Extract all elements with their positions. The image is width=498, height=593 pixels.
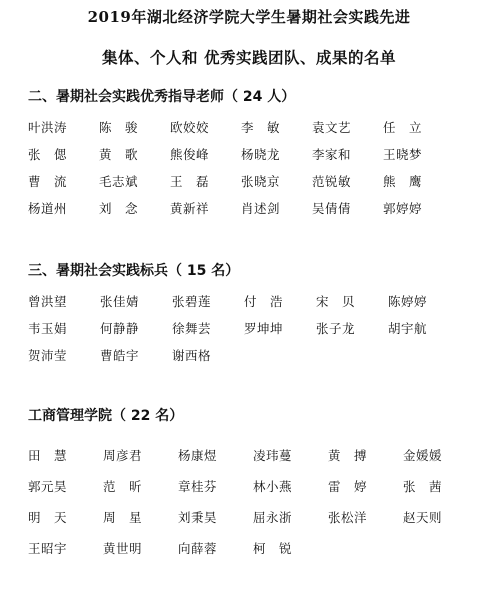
person-name: 韦玉娟 <box>28 321 68 336</box>
person-name: 李 敏 <box>241 120 281 135</box>
person-name: 刘 念 <box>99 201 139 216</box>
person-name: 毛志斌 <box>99 174 139 189</box>
person-name: 屈永浙 <box>253 510 293 525</box>
person-name: 熊俊峰 <box>170 147 210 162</box>
person-name: 黄新祥 <box>170 201 210 216</box>
person-name: 范锐敏 <box>312 174 352 189</box>
person-name: 曾洪望 <box>28 294 68 309</box>
person-name: 任 立 <box>383 120 423 135</box>
document-title: 2019年湖北经济学院大学生暑期社会实践先进 <box>87 8 411 26</box>
person-name: 杨晓龙 <box>241 147 281 162</box>
name-row <box>28 172 454 199</box>
person-name: 赵天则 <box>403 510 443 525</box>
person-name: 杨康煜 <box>178 448 218 463</box>
name-row <box>28 319 460 346</box>
name-row <box>28 508 478 539</box>
person-name: 吴倩倩 <box>312 201 352 216</box>
person-name: 黄 歌 <box>99 147 139 162</box>
business-school-name-grid <box>28 446 478 570</box>
person-name: 胡宇航 <box>388 321 428 336</box>
person-name: 李家和 <box>312 147 352 162</box>
person-name: 贺沛莹 <box>28 348 68 363</box>
person-name: 罗坤坤 <box>244 321 284 336</box>
name-row <box>28 118 454 145</box>
person-name: 熊 鹰 <box>383 174 423 189</box>
person-name: 付 浩 <box>244 294 284 309</box>
person-name: 王晓梦 <box>383 147 423 162</box>
person-name: 雷 婷 <box>328 479 368 494</box>
section-heading-models: 三、暑期社会实践标兵（ 15 名） <box>28 263 240 279</box>
person-name: 欧姣姣 <box>170 120 210 135</box>
person-name: 周彦君 <box>103 448 143 463</box>
person-name: 凌玮蔓 <box>253 448 293 463</box>
section-heading-business-school: 工商管理学院（ 22 名） <box>28 408 184 424</box>
person-name: 陈 骏 <box>99 120 139 135</box>
person-name: 张子龙 <box>316 321 356 336</box>
person-name: 肖述剑 <box>241 201 281 216</box>
name-row <box>28 539 478 570</box>
person-name: 黄 搏 <box>328 448 368 463</box>
person-name: 章桂芬 <box>178 479 218 494</box>
person-name: 范 昕 <box>103 479 143 494</box>
person-name: 谢西格 <box>172 348 212 363</box>
person-name: 郭元昊 <box>28 479 68 494</box>
person-name: 张 茜 <box>403 479 443 494</box>
person-name: 王 磊 <box>170 174 210 189</box>
person-name: 陈婷婷 <box>388 294 428 309</box>
section-heading-instructors: 二、暑期社会实践优秀指导老师（ 24 人） <box>28 89 296 105</box>
person-name: 曹 流 <box>28 174 68 189</box>
person-name: 柯 锐 <box>253 541 293 556</box>
models-name-grid <box>28 292 460 373</box>
person-name: 袁文艺 <box>312 120 352 135</box>
person-name: 金媛媛 <box>403 448 443 463</box>
person-name: 田 慧 <box>28 448 68 463</box>
person-name: 周 星 <box>103 510 143 525</box>
person-name: 王昭宇 <box>28 541 68 556</box>
person-name: 郭婷婷 <box>383 201 423 216</box>
person-name: 刘秉昊 <box>178 510 218 525</box>
name-row <box>28 292 460 319</box>
instructors-name-grid <box>28 118 454 226</box>
name-row <box>28 145 454 172</box>
person-name: 张碧莲 <box>172 294 212 309</box>
person-name: 何静静 <box>100 321 140 336</box>
person-name: 曹皓宇 <box>100 348 140 363</box>
person-name: 宋 贝 <box>316 294 356 309</box>
person-name: 张晓京 <box>241 174 281 189</box>
person-name: 杨道州 <box>28 201 68 216</box>
document-subtitle: 集体、个人和 优秀实践团队、成果的名单 <box>102 48 396 67</box>
person-name: 黄世明 <box>103 541 143 556</box>
name-row <box>28 346 460 373</box>
person-name: 林小燕 <box>253 479 293 494</box>
name-row <box>28 477 478 508</box>
name-row <box>28 446 478 477</box>
person-name: 张松洋 <box>328 510 368 525</box>
person-name: 张 偲 <box>28 147 68 162</box>
person-name: 叶洪涛 <box>28 120 68 135</box>
person-name: 向薛蓉 <box>178 541 218 556</box>
person-name: 徐舞芸 <box>172 321 212 336</box>
name-row <box>28 199 454 226</box>
person-name: 明 天 <box>28 510 68 525</box>
person-name: 张佳婧 <box>100 294 140 309</box>
